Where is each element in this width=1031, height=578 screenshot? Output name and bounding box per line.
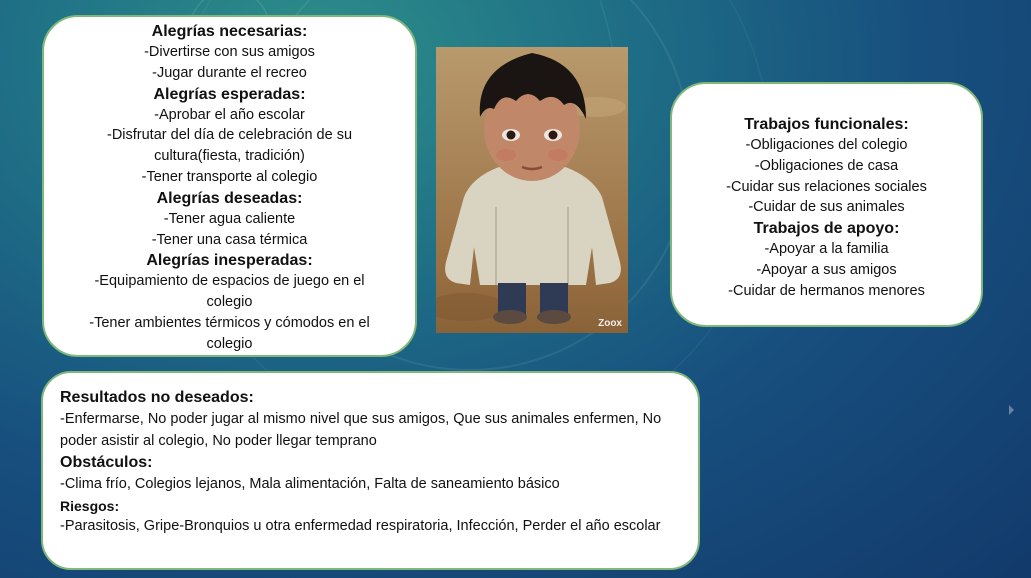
obstacles-text: -Clima frío, Colegios lejanos, Mala alimentación, Falta de saneamiento básico xyxy=(60,476,560,492)
list-item: -Disfrutar del día de celebración de su cultura(fiesta, tradición) xyxy=(106,127,353,165)
section-title: Alegrías esperadas: xyxy=(153,85,306,103)
list-item: -Obligaciones del colegio xyxy=(745,137,908,153)
list-item: -Obligaciones de casa xyxy=(754,157,899,174)
list-item: -Apoyar a la familia xyxy=(764,241,889,258)
results-card xyxy=(41,371,700,570)
joys-section-esperadas xyxy=(70,84,389,188)
section-title: Alegrías necesarias: xyxy=(151,23,308,40)
jobs-section-funcionales xyxy=(672,114,981,218)
list-item: -Tener agua caliente xyxy=(163,210,296,227)
section-title: Trabajos funcionales: xyxy=(744,116,909,133)
list-item: -Tener una casa térmica xyxy=(151,231,308,248)
list-item: -Jugar durante el recreo xyxy=(152,64,307,81)
undesired-title: Resultados no deseados: xyxy=(60,389,254,406)
list-item: -Cuidar sus relaciones sociales xyxy=(726,178,927,195)
joys-section-inesperadas xyxy=(70,250,389,354)
joys-card xyxy=(42,15,417,357)
list-item: -Cuidar de sus animales xyxy=(748,199,905,216)
list-item: -Tener transporte al colegio xyxy=(141,168,318,185)
jobs-section-apoyo xyxy=(672,218,981,301)
undesired-text: -Enfermarse, No poder jugar al mismo nivel que sus amigos, Que sus animales enfermen, No poder asistir al colegio, No poder llegar temprano xyxy=(60,411,662,449)
list-item: -Divertirse con sus amigos xyxy=(144,44,315,60)
section-title: Trabajos de apoyo: xyxy=(753,220,900,238)
child-illustration xyxy=(436,47,628,333)
section-title: Alegrías inesperadas: xyxy=(146,252,313,270)
obstacles-title: Obstáculos: xyxy=(60,454,153,471)
risks-text: -Parasitosis, Gripe-Bronquios u otra enfermedad respiratoria, Infección, Perder el año escolar xyxy=(60,517,661,534)
list-item: -Tener ambientes térmicos y cómodos en el colegio xyxy=(89,314,370,352)
joys-section-deseadas xyxy=(70,188,389,251)
list-item: -Aprobar el año escolar xyxy=(154,106,305,123)
list-item: -Equipamiento de espacios de juego en el colegio xyxy=(94,273,365,311)
section-title: Alegrías deseadas: xyxy=(156,189,303,207)
photo-watermark: Zoox xyxy=(598,318,622,329)
jobs-card xyxy=(670,82,983,327)
child-photo xyxy=(436,47,628,333)
list-item: -Cuidar de hermanos menores xyxy=(728,282,925,299)
joys-section-necesarias xyxy=(70,21,389,84)
list-item: -Apoyar a sus amigos xyxy=(756,261,897,278)
risks-title: Riesgos: xyxy=(60,497,120,514)
